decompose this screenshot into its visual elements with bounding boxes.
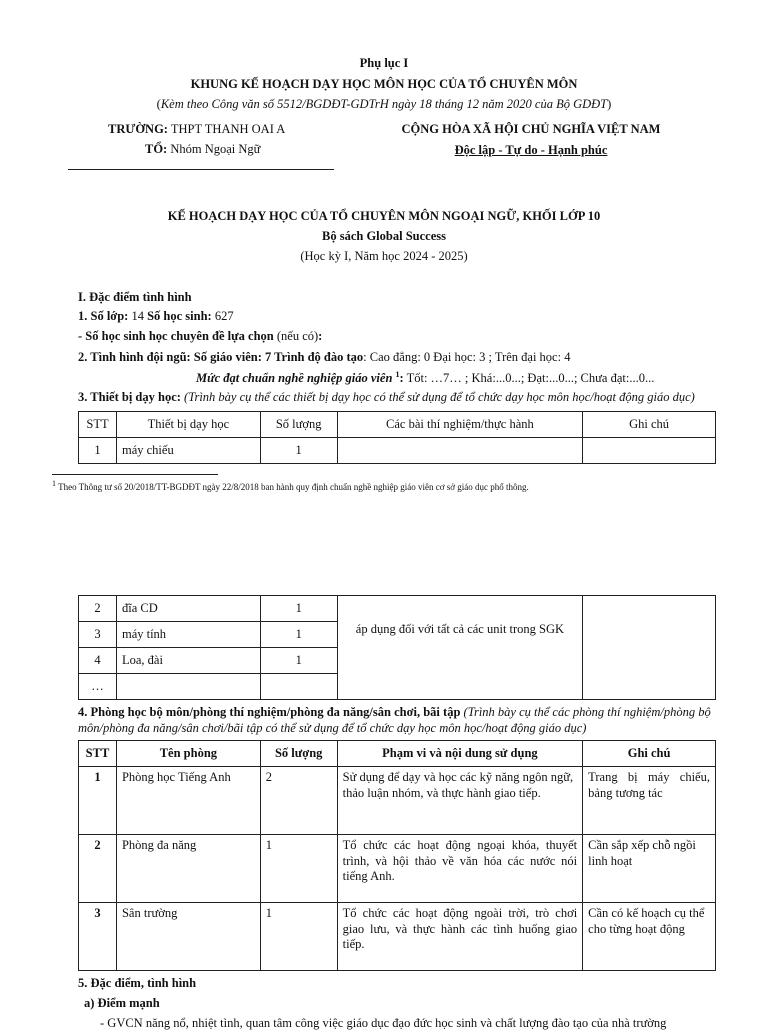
country-name: CỘNG HÒA XÃ HỘI CHỦ NGHĨA VIỆT NAM [401, 122, 661, 136]
footnote: $^1$ Theo Thông tư số 20/2018/TT-BGDĐT ngày 22/8/2018 ban hành quy định chuẩn nghề nghiệp giáo viên cơ sở giáo dục phổ thông. [52, 479, 529, 492]
staff-line: 2. Tình hình đội ngũ: Số giáo viên: 7 Trình độ đào tạo: Cao đẳng: 0 Đại học: 3 ; Trên đại học: 4 [78, 350, 571, 364]
specialized-students-line: - Số học sinh học chuyên đề lựa chọn (nếu có): [78, 329, 323, 343]
equipment-table-part-1 [78, 411, 716, 464]
class-count-line: 1. Số lớp: 14 Số học sinh: 627 [78, 309, 234, 323]
table-row: 1 Phòng học Tiếng Anh 2 Sử dụng để dạy và học các kỹ năng ngôn ngữ, thảo luận nhóm, và thực hành giao tiếp. Trang bị máy chiếu, bảng tương tác [79, 767, 716, 835]
table-row: 3 máy tính 1 [79, 622, 716, 648]
national-motto: Độc lập - Tự do - Hạnh phúc [454, 143, 608, 157]
section-1-heading: I. Đặc điểm tình hình [78, 290, 192, 304]
table-row: 4 Loa, đài 1 [79, 648, 716, 674]
table-row: 3 Sân trường 1 Tổ chức các hoạt động ngoài trời, trò chơi giao lưu, và thực hành các tình huống giao tiếp. Cần có kế hoạch cụ thể cho từng hoạt động [79, 903, 716, 971]
plan-title: KẾ HOẠCH DẠY HỌC CỦA TỔ CHUYÊN MÔN NGOẠI NGỮ, KHỐI LỚP 10 [167, 209, 601, 223]
footnote-divider [52, 474, 218, 475]
col-header-note: Ghi chú [583, 412, 716, 438]
document-title: KHUNG KẾ HOẠCH DẠY HỌC MÔN HỌC CỦA TỔ CHUYÊN MÔN [190, 77, 578, 91]
table-row: 2 đĩa CD 1 áp dụng đối với tất cả các unit trong SGK [79, 596, 716, 622]
department-line: TỔ: Nhóm Ngoại Ngữ [145, 142, 261, 156]
col-header-stt: STT [79, 741, 117, 767]
col-header-quantity: Số lượng [260, 741, 337, 767]
teacher-standard-line: Mức đạt chuẩn nghề nghiệp giáo viên $^1$: Tốt: …7… ; Khá:...0...; Đạt:...0...; Chưa đạt:...0... [196, 370, 655, 386]
rooms-table [78, 740, 716, 971]
col-header-note: Ghi chú [583, 741, 716, 767]
table-row: 1 máy chiếu 1 [79, 438, 716, 464]
equipment-table-part-2 [78, 595, 716, 700]
col-header-equipment: Thiết bị dạy học [116, 412, 260, 438]
col-header-quantity: Số lượng [260, 412, 337, 438]
section-4-heading: 4. Phòng học bộ môn/phòng thí nghiệm/phòng đa năng/sân chơi, bãi tập (Trình bày cụ thể các phòng thí nghiệm/phòng bộ môn/phòng đa năng/sân chơi/bãi tập có thể sử dụng để tổ chức dạy học môn học/hoạt động giáo dục) [78, 705, 711, 735]
strengths-text: - GVCN năng nổ, nhiệt tình, quan tâm công việc giáo dục đạo đức học sinh và chất lượng đào tạo của nhà trường [100, 1016, 667, 1030]
term-label: (Học kỳ I, Năm học 2024 - 2025) [300, 249, 468, 263]
col-header-stt: STT [79, 412, 117, 438]
strengths-heading: a) Điểm mạnh [84, 996, 160, 1010]
school-line: TRƯỜNG: THPT THANH OAI A [108, 122, 286, 136]
table-row: … [79, 674, 716, 700]
col-header-practice: Các bài thí nghiệm/thực hành [337, 412, 583, 438]
header-divider [68, 169, 334, 170]
col-header-scope: Phạm vi và nội dung sử dụng [337, 741, 583, 767]
appendix-label: Phụ lục I [359, 56, 409, 70]
document-reference: (Kèm theo Công văn số 5512/BGDĐT-GDTrH ngày 18 tháng 12 năm 2020 của Bộ GDĐT) [156, 97, 612, 111]
table-row: 2 Phòng đa năng 1 Tổ chức các hoạt động ngoại khóa, thuyết trình, và hội thảo về văn hóa các nước nói tiếng Anh. Cần sắp xếp chỗ ngồi linh hoạt [79, 835, 716, 903]
book-name: Bộ sách Global Success [322, 229, 446, 243]
col-header-room: Tên phòng [116, 741, 260, 767]
shared-practice-cell: áp dụng đối với tất cả các unit trong SGK [337, 596, 583, 700]
section-5-heading: 5. Đặc điểm, tình hình [78, 976, 197, 990]
equipment-heading: 3. Thiết bị dạy học: (Trình bày cụ thể các thiết bị dạy học có thể sử dụng để tổ chức dạy học môn học/hoạt động giáo dục) [78, 390, 695, 404]
